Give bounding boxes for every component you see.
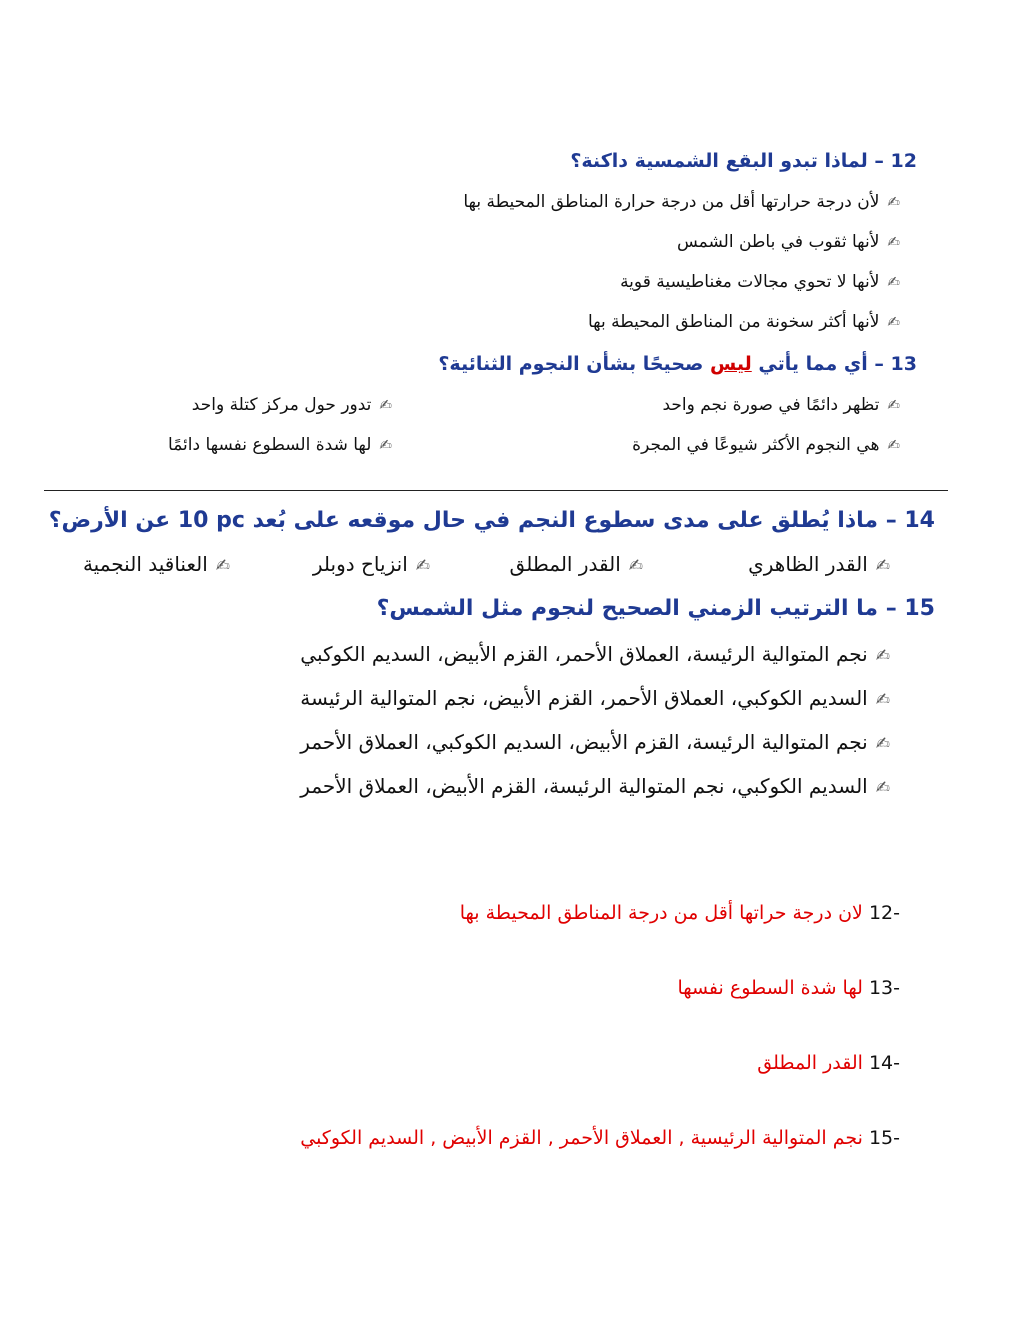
q15-option-1[interactable]: ✍نجم المتوالية الرئيسة، العملاق الأحمر، القزم الأبيض، السديم الكوكبي (300, 642, 890, 666)
q14-option-1[interactable]: ✍القدر الظاهري (748, 552, 890, 576)
writing-hand-icon: ✍ (887, 273, 900, 291)
writing-hand-icon: ✍ (628, 556, 643, 576)
q12-option-4[interactable]: ✍لأنها أكثر سخونة من المناطق المحيطة بها (587, 312, 900, 332)
answer-text: لها شدة السطوع نفسها (677, 977, 863, 999)
answer-number: 13- (868, 977, 900, 999)
q14-text-after: عن الأرض؟ (48, 508, 171, 533)
writing-hand-icon: ✍ (875, 734, 890, 754)
q13-option-4[interactable]: ✍لها شدة السطوع نفسها دائمًا (168, 435, 392, 455)
q15-text: ما الترتيب الزمني الصحيح لنجوم مثل الشمس؟ (376, 596, 879, 621)
q15-number: 15 (904, 596, 935, 621)
answer-13 (677, 977, 900, 999)
q12-number: 12 (890, 150, 917, 172)
q14-title (49, 508, 935, 533)
q13-option-3[interactable]: ✍هي النجوم الأكثر شيوعًا في المجرة (632, 435, 900, 455)
q13-dash: – (874, 353, 884, 375)
q14-option-3[interactable]: ✍انزياح دوبلر (312, 552, 430, 576)
answer-number: 15- (868, 1127, 900, 1149)
q13-text-before: أي مما يأتي (758, 353, 868, 375)
q14-distance: 10 pc (177, 508, 245, 533)
q12-dash: – (874, 150, 884, 172)
writing-hand-icon: ✍ (887, 313, 900, 331)
answer-text: القدر المطلق (757, 1052, 863, 1074)
q14-option-2[interactable]: ✍القدر المطلق (509, 552, 643, 576)
q13-text-after: صحيحًا بشأن النجوم الثنائية؟ (438, 353, 704, 375)
writing-hand-icon: ✍ (875, 556, 890, 576)
writing-hand-icon: ✍ (887, 193, 900, 211)
q13-number: 13 (890, 353, 917, 375)
q14-number: 14 (904, 508, 935, 533)
q14-text-before: ماذا يُطلق على مدى سطوع النجم في حال موقعه على بُعد (252, 508, 879, 533)
q15-dash: – (885, 596, 897, 621)
q12-option-3[interactable]: ✍لأنها لا تحوي مجالات مغناطيسية قوية (620, 272, 900, 292)
q15-title (377, 596, 935, 621)
q15-option-4[interactable]: ✍السديم الكوكبي، نجم المتوالية الرئيسة، القزم الأبيض، العملاق الأحمر (300, 774, 890, 798)
writing-hand-icon: ✍ (887, 436, 900, 454)
q12-text: لماذا تبدو البقع الشمسية داكنة؟ (570, 150, 868, 172)
answer-number: 12- (868, 902, 900, 924)
writing-hand-icon: ✍ (379, 396, 392, 414)
q15-option-3[interactable]: ✍نجم المتوالية الرئيسة، القزم الأبيض، السديم الكوكبي، العملاق الأحمر (300, 730, 890, 754)
q13-title (438, 353, 917, 375)
answer-text: نجم المتوالية الرئيسية , العملاق الأحمر , القزم الأبيض , السديم الكوكبي (300, 1127, 863, 1149)
writing-hand-icon: ✍ (887, 233, 900, 251)
writing-hand-icon: ✍ (875, 690, 890, 710)
q14-option-4[interactable]: ✍العناقيد النجمية (82, 552, 230, 576)
q15-option-2[interactable]: ✍السديم الكوكبي، العملاق الأحمر، القزم الأبيض، نجم المتوالية الرئيسة (300, 686, 890, 710)
q12-option-2[interactable]: ✍لأنها ثقوب في باطن الشمس (676, 232, 900, 252)
answer-15 (300, 1127, 900, 1149)
answer-12 (460, 902, 900, 924)
writing-hand-icon: ✍ (875, 646, 890, 666)
writing-hand-icon: ✍ (887, 396, 900, 414)
q12-option-1[interactable]: ✍لأن درجة حرارتها أقل من درجة حرارة المناطق المحيطة بها (463, 192, 900, 212)
writing-hand-icon: ✍ (875, 778, 890, 798)
q13-option-1[interactable]: ✍تظهر دائمًا في صورة نجم واحد (662, 395, 900, 415)
q12-title (570, 150, 917, 172)
q13-option-2[interactable]: ✍تدور حول مركز كتلة واحد (191, 395, 392, 415)
answer-text: لان درجة حراتها أقل من درجة المناطق المحيطة بها (459, 902, 863, 924)
answer-14 (757, 1052, 900, 1074)
q14-dash: – (885, 508, 897, 533)
writing-hand-icon: ✍ (379, 436, 392, 454)
section-divider (44, 490, 948, 491)
writing-hand-icon: ✍ (415, 556, 430, 576)
answer-number: 14- (868, 1052, 900, 1074)
writing-hand-icon: ✍ (215, 556, 230, 576)
q13-negation-word: ليس (710, 353, 752, 375)
